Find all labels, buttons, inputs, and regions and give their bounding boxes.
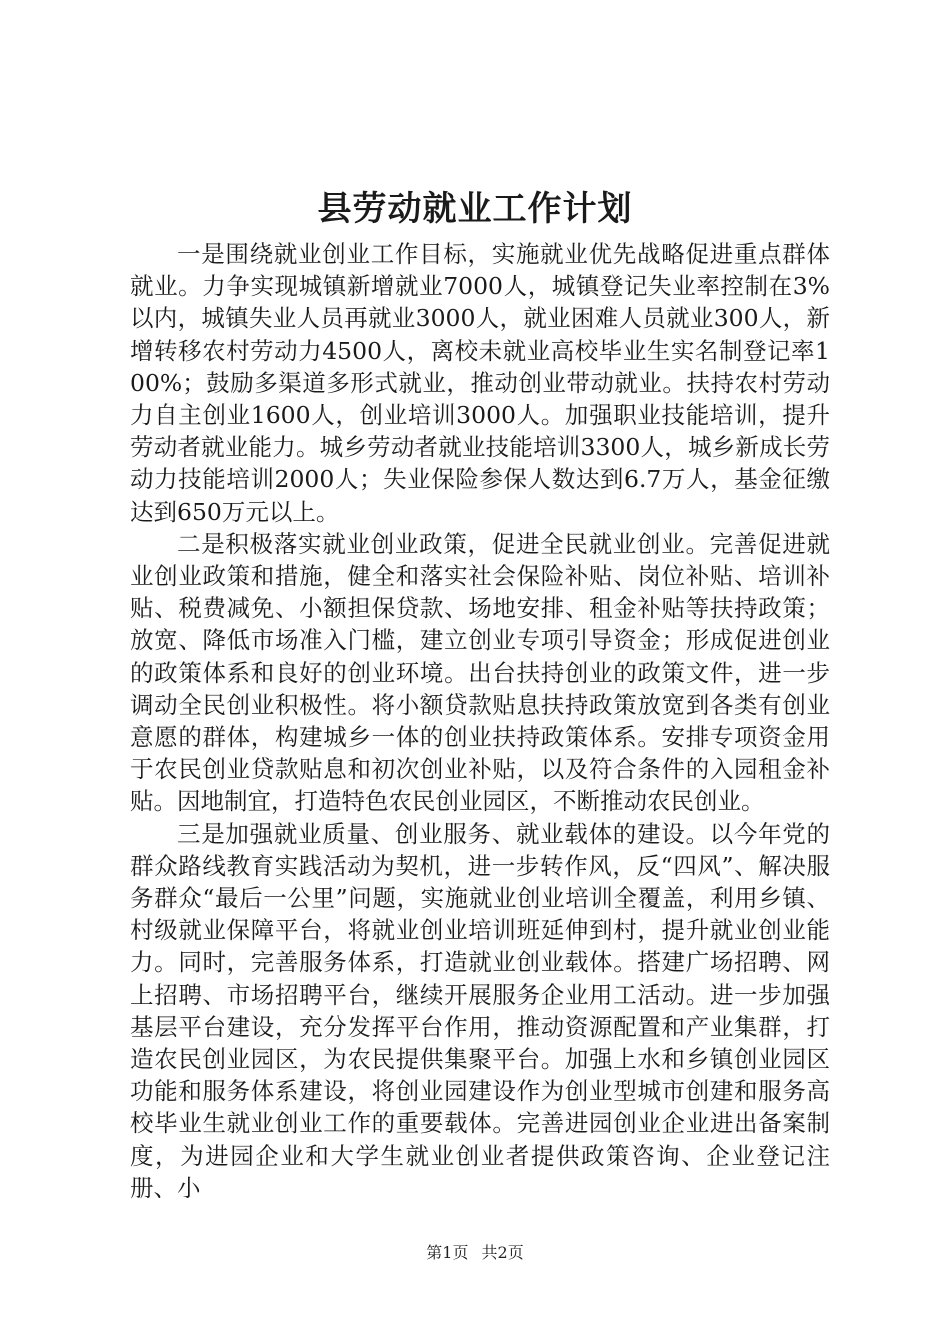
page-footer	[0, 1242, 950, 1264]
paragraph-2: 二是积极落实就业创业政策，促进全民就业创业。完善促进就业创业政策和措施，健全和落实社会保险补贴、岗位补贴、培训补贴、税费减免、小额担保贷款、场地安排、租金补贴等扶持政策；放宽、降低市场准入门槛，建立创业专项引导资金；形成促进创业的政策体系和良好的创业环境。出台扶持创业的政策文件，进一步调动全民创业积极性。将小额贷款贴息扶持政策放宽到各类有创业意愿的群体，构建城乡一体的创业扶持政策体系。安排专项资金用于农民创业贷款贴息和初次创业补贴，以及符合条件的入园租金补贴。因地制宜，打造特色农民创业园区，不断推动农民创业。	[130, 529, 830, 816]
page-title: 县劳动就业工作计划	[317, 189, 633, 229]
paragraph-1: 一是围绕就业创业工作目标，实施就业优先战略促进重点群体就业。力争实现城镇新增就业7000人，城镇登记失业率控制在3%以内，城镇失业人员再就业3000人，就业困难人员就业300人，新增转移农村劳动力4500人，离校未就业高校毕业生实名制登记率100%；鼓励多渠道多形式就业，推动创业带动就业。扶持农村劳动力自主创业1600人，创业培训3000人。加强职业技能培训，提升劳动者就业能力。城乡劳动者就业技能培训3300人，城乡新成长劳动力技能培训2000人；失业保险参保人数达到6.7万人，基金征缴达到650万元以上。	[130, 240, 830, 526]
page-number: 第1页	[426, 1243, 469, 1262]
document-body	[130, 238, 830, 1204]
paragraph-3: 三是加强就业质量、创业服务、就业载体的建设。以今年党的群众路线教育实践活动为契机，进一步转作风，反“四风”、解决服务群众“最后一公里”问题，实施就业创业培训全覆盖，利用乡镇、村级就业保障平台，将就业创业培训班延伸到村，提升就业创业能力。同时，完善服务体系，打造就业创业载体。搭建广场招聘、网上招聘、市场招聘平台，继续开展服务企业用工活动。进一步加强基层平台建设，充分发挥平台作用，推动资源配置和产业集群，打造农民创业园区，为农民提供集聚平台。加强上水和乡镇创业园区功能和服务体系建设，将创业园建设作为创业型城市创建和服务高校毕业生就业创业工作的重要载体。完善进园创业企业进出备案制度，为进园企业和大学生就业创业者提供政策咨询、企业登记注册、小	[130, 819, 830, 1202]
page-total: 共2页	[481, 1243, 524, 1262]
